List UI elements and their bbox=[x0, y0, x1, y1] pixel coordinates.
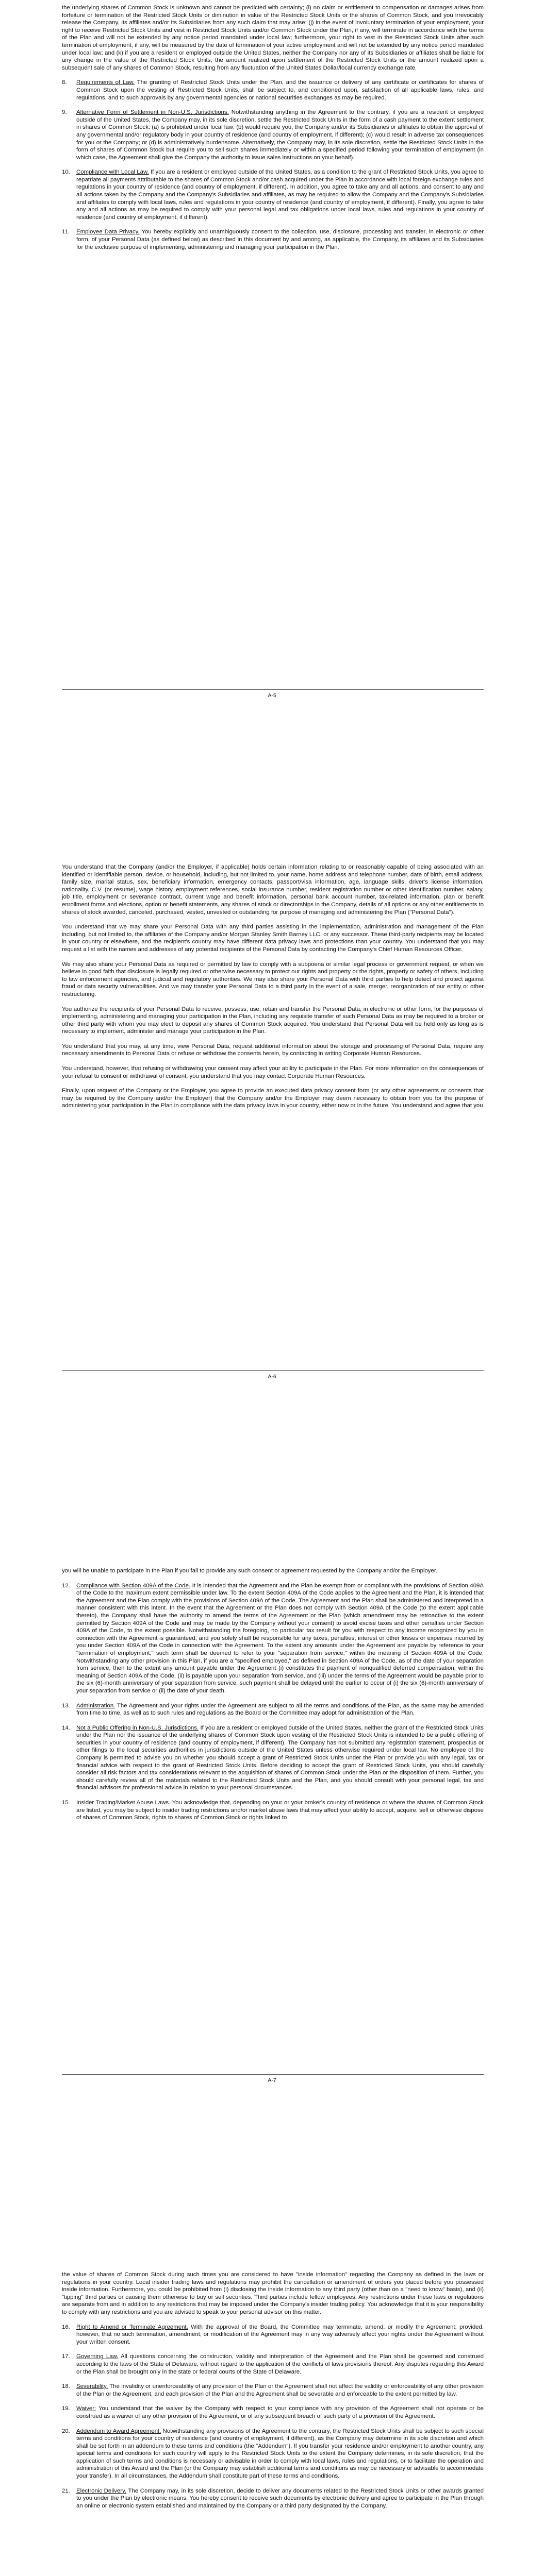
page-number: A-7 bbox=[268, 2077, 276, 2083]
section-item bbox=[62, 2487, 484, 2510]
section-number: 9. bbox=[62, 109, 67, 116]
section-text: Notwithstanding anything in the Agreement to the contrary, if you are a resident or employed outside of the United States, the Company may, in its sole discretion, settle the Restricted Stock Units in the form of a cash payment to the extent settlement in shares of Common Stock: (a) is prohibited under local law; (b) would require you, the Company and/or its Subsidiaries or affiliates to obtain the approval of any governmental and/or regulatory body in your country of residence (and country of employment, if different); (c) would result in adverse tax consequences for you or the Company; or (d) is administratively burdensome. Alternatively, the Company may, in its sole discretion, settle the Restricted Stock Units in the form of shares of Common Stock but require you to sell such shares immediately or within a specified period following your termination of employment (in which case, the Agreement shall give the Company the authority to issue sales instructions on your behalf). bbox=[76, 109, 484, 161]
section-heading: Employee Data Privacy. bbox=[76, 229, 140, 235]
section-heading: Alternative Form of Settlement in Non-U.S. Jurisdictions. bbox=[76, 109, 229, 116]
section-item bbox=[62, 2405, 484, 2420]
section-item bbox=[62, 168, 484, 221]
section-text: The invalidity or unenforceability of any provision of the Plan or the Agreement shall not affect the validity or enforceability of any other provision of the Plan or the Agreement, and each provision of the Plan and the Agreement shall be severable and enforceable to the extent permitted by law. bbox=[76, 2383, 484, 2397]
section-heading: Waiver: bbox=[76, 2405, 96, 2412]
section-number: 14. bbox=[62, 1724, 70, 1731]
section-heading: Not a Public Offering in Non-U.S. Jurisdictions. bbox=[76, 1724, 199, 1731]
page-number: A-5 bbox=[268, 692, 276, 699]
paragraph: Finally, upon request of the Company or the Employer, you agree to provide an executed data privacy consent form (or any other agreements or consents that may be required by the Company and/or the Employer) that the Company and/or the Employer may deem necessary to obtain from you for the purpose of administering your participation in the Plan in compliance with the data privacy laws in your country, either now or in the future. You understand and agree that you bbox=[62, 1088, 484, 1109]
section-text: With the approval of the Board, the Committee may terminate, amend, or modify the Agreement; provided, however, that no such termination, amendment, or modification of the Agreement may in any way adversely affect your rights under the Agreement without your written consent. bbox=[76, 2324, 484, 2345]
section-heading: Compliance with Section 409A of the Code. bbox=[76, 1582, 191, 1589]
section-item bbox=[62, 2324, 484, 2346]
section-text: The granting of Restricted Stock Units under the Plan, and the issuance or delivery of any certificate or certificates for shares of Common Stock upon the vesting of Restricted Stock Units, shall be subject to, and conditioned upon, satisfaction of all applicable laws, rules, and regulations, and to such approvals by any governmental agencies or national securities exchanges as may be required. bbox=[76, 79, 484, 101]
document-page-a5 bbox=[0, 0, 544, 704]
section-number: 19. bbox=[62, 2405, 70, 2412]
section-item bbox=[62, 79, 484, 101]
document-page-a8 bbox=[0, 2111, 544, 2576]
section-item bbox=[62, 2353, 484, 2376]
section-item bbox=[62, 2383, 484, 2398]
section-text: If you are a resident or employed outside of the United States, neither the grant of the Restricted Stock Units under the Plan nor the issuance of the underlying shares of Common Stock upon vesting of the Restricted Stock Units is intended to be a public offering of securities in your country of residence (and country of employment, if different). The Company has not submitted any registration statement, prospectus or other filings to the local securities authorities in jurisdictions outside of the United States unless otherwise required under local law. No employee of the Company is permitted to advise you on whether you should accept a grant of Restricted Stock Units under the Plan or provide you with any legal, tax or financial advice with respect to the grant of Restricted Stock Units. Before deciding to accept the grant of Restricted Stock Units, you should carefully consider all risk factors and tax considerations relevant to the acquisition of shares of Common Stock under the Plan or the disposition of them. Further, you should carefully review all of the materials related to the Restricted Stock Units and the Plan, and you should consult with your personal legal, tax and financial advisors for professional advice in relation to your personal circumstances. bbox=[76, 1724, 484, 1791]
section-item bbox=[62, 109, 484, 161]
paragraph: you will be unable to participate in the Plan if you fail to provide any such consent or agreement requested by the Company and/or the Employer. bbox=[62, 1568, 438, 1574]
paragraph: We may also share your Personal Data as required or permitted by law to comply with a subpoena or similar legal process or government request, or when we believe in good faith that disclosure is legally required or otherwise necessary to protect our rights and property or the rights, property or safety of others, including to law enforcement agencies, and judicial and regulatory authorities. We may also share your Personal Data with third parties to help detect and protect against fraud or data security vulnerabilities. And we may transfer your Personal Data to a third party in the event of a sale, merger, reorganization of our entity or other restructuring. bbox=[62, 961, 484, 997]
section-heading: Electronic Delivery. bbox=[76, 2487, 127, 2494]
document-page-a6 bbox=[0, 704, 544, 1408]
section-number: 11. bbox=[62, 229, 70, 235]
section-heading: Insider Trading/Market Abuse Laws. bbox=[76, 1800, 171, 1806]
paragraph: the value of shares of Common Stock during such times you are considered to have "inside information" regarding the Company as defined in the laws or regulations in your country. Local insider trading laws and regulations may prohibit the cancellation or amendment of orders you placed before you possessed inside information. Furthermore, you could be prohibited from (i) disclosing the inside information to any third party (other than on a "need to know" basis), and (ii) "tipping" third parties or causing them otherwise to buy or sell securities. Third parties include fellow employees. Any restrictions under these laws or regulations are separate from and in addition to any restrictions that may be imposed under the Company's insider trading policy. You acknowledge that it is your responsibility to comply with any restrictions and you are advised to speak to your personal advisor on this matter. bbox=[62, 2272, 484, 2315]
section-text: You hereby explicitly and unambiguously consent to the collection, use, disclosure, processing and transfer, in electronic or other form, of your Personal Data (as defined below) as described in this document by and among, as applicable, the Company, its affiliates and its Subsidiaries for the exclusive purpose of implementing, administering and managing your participation in the Plan. bbox=[76, 229, 484, 250]
section-text: The Company may, in its sole discretion, decide to deliver any documents related to the Restricted Stock Units or other awards granted to you under the Plan by electronic means. You hereby consent to receive such documents by electronic delivery and agree to participate in the Plan through an online or electronic system established and maintained by the Company or a third party designated by the Company. bbox=[76, 2487, 484, 2509]
paragraph: You understand, however, that refusing or withdrawing your consent may affect your ability to participate in the Plan. For more information on the consequences of your refusal to consent or withdrawal of consent, you understand that you may contact Corporate Human Resources. bbox=[62, 1065, 484, 1079]
section-number: 10. bbox=[62, 169, 70, 176]
section-heading: Right to Amend or Terminate Agreement. bbox=[76, 2324, 188, 2330]
section-item bbox=[62, 1582, 484, 1695]
paragraph: You understand that the Company (and/or the Employer, if applicable) holds certain information relating to or reasonably capable of being associated with an identified or identifiable person, device, or household, including, but not limited to, your name, home address and telephone number, date of birth, email address, family size, marital status, sex, beneficiary information, emergency contacts, passport/visa information, age, language skills, driver's license information, nationality, C.V. (or resume), wage history, employment references, social insurance number, resident registration number or other identification number, salary, job title, employment or severance contract, current wage and benefit information, personal bank account number, tax-related information, plan or benefit enrollment forms and elections, option or benefit statements, any shares of stock or directorships in the Company, details of all options or any other entitlements to shares of stock awarded, canceled, purchased, vested, unvested or outstanding for purpose of managing and administering the Plan ("Personal Data"). bbox=[62, 864, 484, 916]
section-heading: Addendum to Award Agreement. bbox=[76, 2428, 161, 2434]
section-number: 18. bbox=[62, 2383, 70, 2390]
section-number: 15. bbox=[62, 1800, 70, 1806]
section-heading: Governing Law. bbox=[76, 2353, 119, 2360]
section-number: 16. bbox=[62, 2324, 70, 2330]
section-heading: Administration. bbox=[76, 1702, 116, 1709]
section-item bbox=[62, 1724, 484, 1792]
section-text: You acknowledge that, depending on your or your broker's country of residence or where the shares of Common Stock are listed, you may be subject to insider trading restrictions and/or market abuse laws that may affect your ability to accept, acquire, sell or otherwise dispose of shares of Common Stock, rights to shares of Common Stock or rights linked to bbox=[76, 1800, 484, 1821]
section-item bbox=[62, 2428, 484, 2480]
section-number: 13. bbox=[62, 1702, 70, 1709]
section-number: 12. bbox=[62, 1582, 70, 1589]
section-number: 8. bbox=[62, 79, 67, 86]
section-item bbox=[62, 1702, 484, 1717]
section-text: If you are a resident or employed outside of the United States, as a condition to the grant of Restricted Stock Units, you agree to repatriate all payments attributable to the shares of Common Stock and/or cash acquired under the Plan in accordance with local foreign exchange rules and regulations in your country of residence (and country of employment, if different). In addition, you agree to take any and all actions, and consent to any and all actions taken by the Company and the Company's Subsidiaries and affiliates, as may be required to allow the Company and the Company's Subsidiaries and affiliates to comply with local laws, rules and regulations in your country of residence (and country of employment, if different). Finally, you agree to take any and all actions as may be required to comply with your personal legal and tax obligations under local laws, rules and regulations in your country of residence (and country of employment, if different). bbox=[76, 169, 484, 221]
page-body bbox=[62, 1567, 484, 1829]
page-body bbox=[62, 863, 484, 1117]
page-footer-rule bbox=[62, 2074, 484, 2075]
section-text: Notwithstanding any provisions of the Agreement to the contrary, the Restricted Stock Units shall be subject to such special terms and conditions for your country of residence (and country of employment, if different), as the Company may determine in its sole discretion and which shall be set forth in an addendum to these terms and conditions (the "Addendum"). If you transfer your residence and/or employment to another country, any special terms and conditions for such country will apply to the Restricted Stock Units to the extent the Company determines, in its sole discretion, that the application of such terms and conditions is necessary or advisable in order to comply with local laws, rules and regulations, or to facilitate the operation and administration of this Award and the Plan (or the Company may establish additional terms and conditions as may be necessary or advisable to accommodate your transfer). In all circumstances, the Addendum shall constitute part of these terms and conditions. bbox=[76, 2428, 484, 2480]
document-page-a7 bbox=[0, 1408, 544, 2111]
page-body bbox=[62, 2271, 484, 2517]
section-item bbox=[62, 228, 484, 251]
section-text: The Agreement and your rights under the Agreement are subject to all the terms and conditions of the Plan, as the same may be amended from time to time, as well as to such rules and regulations as the Board or the Committee may adopt for administration of the Plan. bbox=[76, 1702, 484, 1717]
section-heading: Requirements of Law. bbox=[76, 79, 135, 86]
page-footer-rule bbox=[62, 1370, 484, 1371]
section-text: You understand that the waiver by the Company with respect to your compliance with any provision of the Agreement shall not operate or be construed as a waiver of any other provision of the Agreement, or of any subsequent breach of such party of a provision of the Agreement. bbox=[76, 2405, 484, 2419]
section-item bbox=[62, 1799, 484, 1822]
page-number: A-6 bbox=[268, 1374, 276, 1380]
section-heading: Compliance with Local Law. bbox=[76, 169, 149, 176]
section-number: 20. bbox=[62, 2428, 70, 2434]
section-text: It is intended that the Agreement and the Plan be exempt from or compliant with the provisions of Section 409A of the Code to the maximum extent permissible under law. To the extent Section 409A of the Code applies to the Agreement and the Plan, it is intended that the Agreement and the Plan comply with the provisions of Section 409A of the Code. The Agreement and the Plan shall be administered and interpreted in a manner consistent with this intent. In the event that the Agreement or the Plan does not comply with Section 409A of the Code (to the extent applicable thereto), the Company shall have the authority to amend the terms of the Agreement or the Plan (which amendment may be retroactive to the extent permitted by Section 409A of the Code and may be made by the Company without your consent) to avoid excise taxes and other penalties under Section 409A of the Code, to the extent possible. Notwithstanding the foregoing, no particular tax result for you with respect to any income recognized by you in connection with the Agreement is guaranteed, and you solely shall be responsible for any taxes, penalties, interest or other losses or expenses incurred by you under Section 409A of the Code in connection with the Agreement. To the extent any amounts under the Agreement are payable by reference to your "termination of employment," such term shall be deemed to refer to your "separation from service," within the meaning of Section 409A of the Code. Notwithstanding any other provision in this Plan, if you are a "specified employee," as defined in Section 409A of the Code, as of the date of your separation from service, then to the extent any amount payable under the Agreement (i) constitutes the payment of nonqualified deferred compensation, within the meaning of Section 409A of the Code, (ii) is payable upon your separation from service, and (iii) under the terms of the Agreement would be payable prior to the six (6)-month anniversary of your separation from service, such payment shall be delayed until the earlier to occur of (i) the six (6)-month anniversary of your separation from service or (ii) the date of your death. bbox=[76, 1582, 484, 1694]
paragraph: the underlying shares of Common Stock is unknown and cannot be predicted with certainty; (i) no claim or entitlement to compensation or damages arises from forfeiture or termination of the Restricted Stock Units or diminution in value of the Restricted Stock Units or the shares of Common Stock, and you irrevocably release the Company, its affiliates and/or its Subsidiaries from any such claim that may arise; (j) in the event of involuntary termination of your employment, your right to receive Restricted Stock Units and vest in Restricted Stock Units and/or Common Stock under the Plan, if any, will terminate in accordance with the terms of the Plan and will not be extended by any notice period mandated under local law; furthermore, your right to vest in the Restricted Stock Units after such termination of employment, if any, will be measured by the date of termination of your active employment and will not be extended by any notice period mandated under local law; and (k) if you are a resident or employed outside the United States, neither the Company nor any of its Subsidiaries or affiliates shall be liable for any change in the value of the Restricted Stock Units, the amount realized upon settlement of the Restricted Stock Units or the amount realized upon a subsequent sale of any shares of Common Stock, resulting from any fluctuation of the United States Dollar/local currency exchange rate. bbox=[62, 5, 484, 71]
section-number: 17. bbox=[62, 2353, 70, 2360]
section-heading: Severability. bbox=[76, 2383, 108, 2390]
page-footer-rule bbox=[62, 689, 484, 690]
paragraph: You understand that you may, at any time, view Personal Data, request additional information about the storage and processing of Personal Data, require any necessary amendments to Personal Data or refuse or withdraw the consents herein, by contacting in writing Corporate Human Resources. bbox=[62, 1043, 484, 1057]
section-text: All questions concerning the construction, validity and interpretation of the Agreement and the Plan shall be governed and construed according to the laws of the State of Delaware, without regard to the application of the conflicts of laws provisions thereof. Any disputes regarding this Award or the Plan shall be brought only in the state or federal courts of the State of Delaware. bbox=[76, 2353, 484, 2375]
section-number: 21. bbox=[62, 2487, 70, 2494]
paragraph: You authorize the recipients of your Personal Data to receive, possess, use, retain and transfer the Personal Data, in electronic or other form, for the purposes of implementing, administering and managing your participation in the Plan, including any requisite transfer of such Personal Data as may be required to a broker or other third party with whom you may elect to deposit any shares of Common Stock acquired. You understand that Personal Data will be held only as long as is necessary to implement, administer and manage your participation in the Plan. bbox=[62, 1006, 484, 1035]
paragraph: You understand that we may share your Personal Data with any third parties assisting in the implementation, administration and management of the Plan including, but not limited to, the affiliates of the Company and/or Morgan Stanley Smith Barney LLC, or any successor. These third-party recipients may be located in your country or elsewhere, and the recipient's country may have different data privacy laws and protections than your country. You understand that you may request a list with the names and addresses of any potential recipients of the Personal Data by contacting the Company's Chief Human Resources Officer. bbox=[62, 924, 484, 953]
page-body bbox=[62, 4, 484, 258]
